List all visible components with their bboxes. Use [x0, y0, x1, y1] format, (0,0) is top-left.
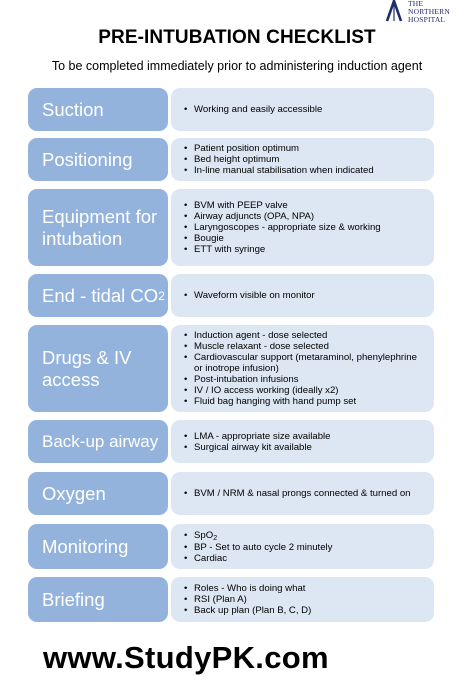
checklist-items	[171, 472, 434, 515]
checklist-row-monitoring	[28, 524, 434, 569]
checklist-items	[171, 577, 434, 622]
checklist-row-back-up-airway	[28, 420, 434, 463]
hospital-logo	[384, 0, 474, 26]
list-item: • Cardiovascular support (metaraminol, phenylephrine	[184, 352, 417, 363]
list-item: • Airway adjuncts (OPA, NPA)	[184, 211, 381, 222]
checklist-items	[171, 138, 434, 181]
list-item: • Patient position optimum	[184, 143, 374, 154]
hospital-logo-text: THE NORTHERN HOSPITAL	[408, 0, 450, 24]
website-watermark: www.StudyPK.com	[43, 640, 329, 675]
list-item: • LMA - appropriate size available	[184, 431, 331, 442]
checklist-row-positioning	[28, 138, 434, 181]
list-item: • Bougie	[184, 233, 381, 244]
category-label: Back-up airway	[28, 420, 168, 463]
list-item: • RSI (Plan A)	[184, 594, 311, 605]
list-item: • Muscle relaxant - dose selected	[184, 341, 417, 352]
checklist-items	[171, 189, 434, 266]
checklist-row-end-tidal-co2	[28, 274, 434, 317]
list-item: • BVM / NRM & nasal prongs connected & turned on	[184, 488, 411, 499]
northern-hospital-logo-icon	[384, 0, 404, 22]
checklist-row-suction	[28, 88, 434, 131]
list-item: • IV / IO access working (ideally x2)	[184, 385, 417, 396]
checklist-items	[171, 420, 434, 463]
list-item: • SpO$_2$	[184, 530, 332, 542]
checklist-row-briefing	[28, 577, 434, 622]
checklist-items	[171, 274, 434, 317]
list-item: • Induction agent - dose selected	[184, 330, 417, 341]
category-label: End - tidal CO 2	[28, 274, 168, 317]
checklist-items	[171, 88, 434, 131]
list-item: • Surgical airway kit available	[184, 442, 331, 453]
category-label: Monitoring	[28, 524, 168, 569]
list-item: • Cardiac	[184, 553, 332, 564]
list-item: • Back up plan (Plan B, C, D)	[184, 605, 311, 616]
list-item: • Post-intubation infusions	[184, 374, 417, 385]
list-item: • In-line manual stabilisation when indicated	[184, 165, 374, 176]
list-item: • Working and easily accessible	[184, 104, 322, 115]
category-label: Oxygen	[28, 472, 168, 515]
checklist-row-drugs-iv-access	[28, 325, 434, 412]
list-item: • ETT with syringe	[184, 244, 381, 255]
list-item: • Bed height optimum	[184, 154, 374, 165]
list-item: • BVM with PEEP valve	[184, 200, 381, 211]
page-title: PRE-INTUBATION CHECKLIST	[98, 27, 376, 48]
list-item: • Laryngoscopes - appropriate size & working	[184, 222, 381, 233]
checklist-row-oxygen	[28, 472, 434, 515]
checklist-items	[171, 325, 434, 412]
checklist-row-equipment	[28, 189, 434, 266]
category-label: Drugs & IV access	[28, 325, 168, 412]
list-item: • BP - Set to auto cycle 2 minutely	[184, 542, 332, 553]
list-item: • Roles - Who is doing what	[184, 583, 311, 594]
category-label: Briefing	[28, 577, 168, 622]
page-subtitle: To be completed immediately prior to administering induction agent	[51, 59, 423, 73]
checklist-items	[171, 524, 434, 569]
category-label: Suction	[28, 88, 168, 131]
list-item: • Fluid bag hanging with hand pump set	[184, 396, 417, 407]
list-item: • Waveform visible on monitor	[184, 290, 315, 301]
category-label: Positioning	[28, 138, 168, 181]
category-label: Equipment for intubation	[28, 189, 168, 266]
list-item: or inotrope infusion)	[194, 363, 279, 374]
